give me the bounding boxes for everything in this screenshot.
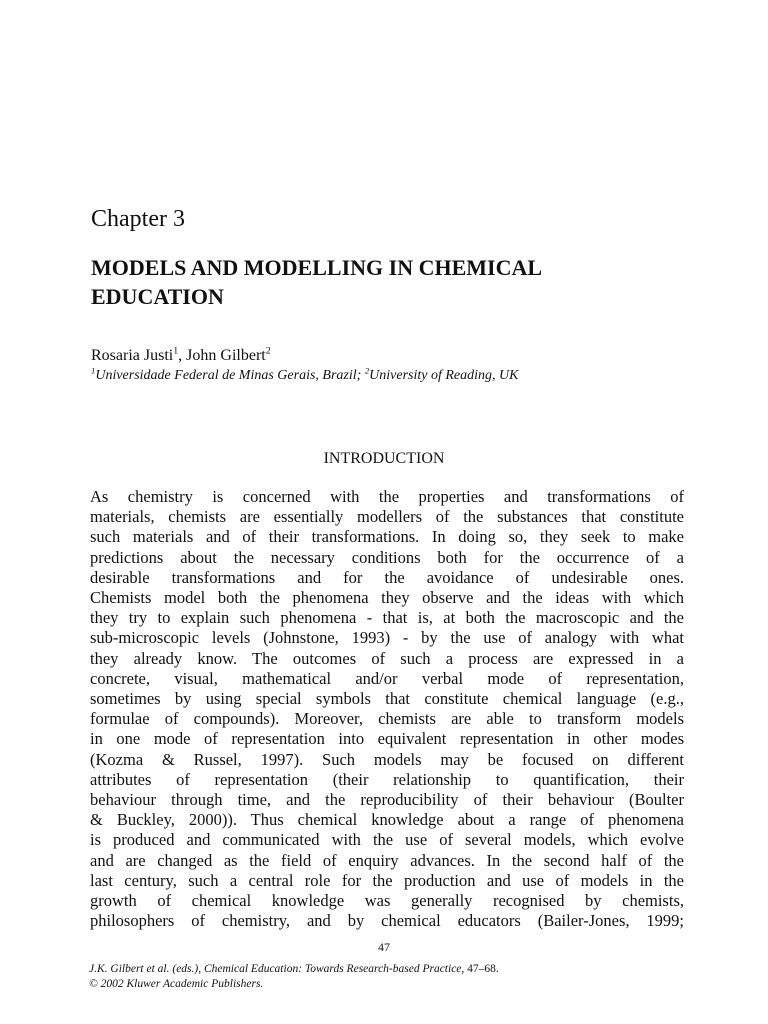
affiliation-marker: 1 (173, 345, 179, 357)
affiliation-marker: 2 (265, 345, 271, 357)
body-text-line: As chemistry is concerned with the properties and transformations of (90, 487, 684, 506)
chapter-title (91, 253, 691, 311)
page-number: 47 (378, 940, 390, 954)
body-text-line: Chemists model both the phenomena they observe and the ideas with which (90, 588, 684, 608)
body-text-line: last century, such a central role for the production and use of models in the (90, 870, 684, 890)
citation-source: J.K. Gilbert et al. (eds.), Chemical Education: Towards Research-based Practice, (89, 963, 465, 975)
body-paragraph (90, 487, 684, 931)
footer-copyright: © 2002 Kluwer Academic Publishers. (89, 978, 264, 990)
footer-citation (89, 962, 499, 976)
author-line (91, 346, 271, 366)
body-text-line: predictions about the necessary conditions both for the occurrence of a (90, 547, 684, 567)
affiliation-marker: 2 (364, 365, 370, 376)
chapter-title-line: MODELS AND MODELLING IN CHEMICAL (91, 255, 543, 280)
body-text-line: sometimes by using special symbols that constitute chemical language (e.g., (90, 689, 684, 709)
author-name: John Gilbert (186, 347, 266, 364)
section-heading: INTRODUCTION (323, 450, 445, 467)
body-text-line: such materials and of their transformations. In doing so, they seek to make (90, 527, 684, 547)
body-text-line: they already know. The outcomes of such a process are expressed in a (90, 648, 684, 668)
body-text-line: materials, chemists are essentially modellers of the substances that constitute (90, 507, 684, 527)
body-text-line: sub-microscopic levels (Johnstone, 1993) - by the use of analogy with what (90, 628, 684, 648)
affiliation-line (91, 367, 518, 385)
chapter-title-line: EDUCATION (91, 284, 224, 309)
body-text-line: attributes of representation (their relationship to quantification, their (90, 769, 684, 789)
body-text-line: growth of chemical knowledge was generally recognised by chemists, (90, 891, 684, 911)
body-text-line: concrete, visual, mathematical and/or verbal mode of representation, (90, 668, 684, 688)
body-text-line: formulae of compounds). Moreover, chemists are able to transform models (90, 709, 684, 729)
body-text-line: and are changed as the field of enquiry advances. In the second half of the (90, 850, 684, 870)
body-text-line: (Kozma & Russel, 1997). Such models may be focused on different (90, 749, 684, 769)
body-text-line: they try to explain such phenomena - that is, at both the macroscopic and the (90, 608, 684, 628)
citation-pages: 47–68. (464, 963, 499, 975)
author-name: Rosaria Justi (91, 347, 174, 364)
body-text-line: is produced and communicated with the use of several models, which evolve (90, 830, 684, 850)
body-text-line: in one mode of representation into equivalent representation in other modes (90, 729, 684, 749)
affiliation-marker: 1 (91, 365, 96, 376)
body-text-line: behaviour through time, and the reproducibility of their behaviour (Boulter (90, 790, 684, 810)
chapter-label: Chapter 3 (91, 206, 185, 232)
body-text-line: & Buckley, 2000)). Thus chemical knowledge about a range of phenomena (90, 810, 684, 830)
body-text-line: desirable transformations and for the avoidance of undesirable ones. (90, 567, 684, 587)
affiliation-text: Universidade Federal de Minas Gerais, Brazil; (95, 368, 365, 383)
body-text-line: philosophers of chemistry, and by chemical educators (Bailer-Jones, 1999; (90, 911, 684, 931)
author-separator: , (178, 347, 187, 364)
affiliation-text: University of Reading, UK (369, 368, 519, 383)
